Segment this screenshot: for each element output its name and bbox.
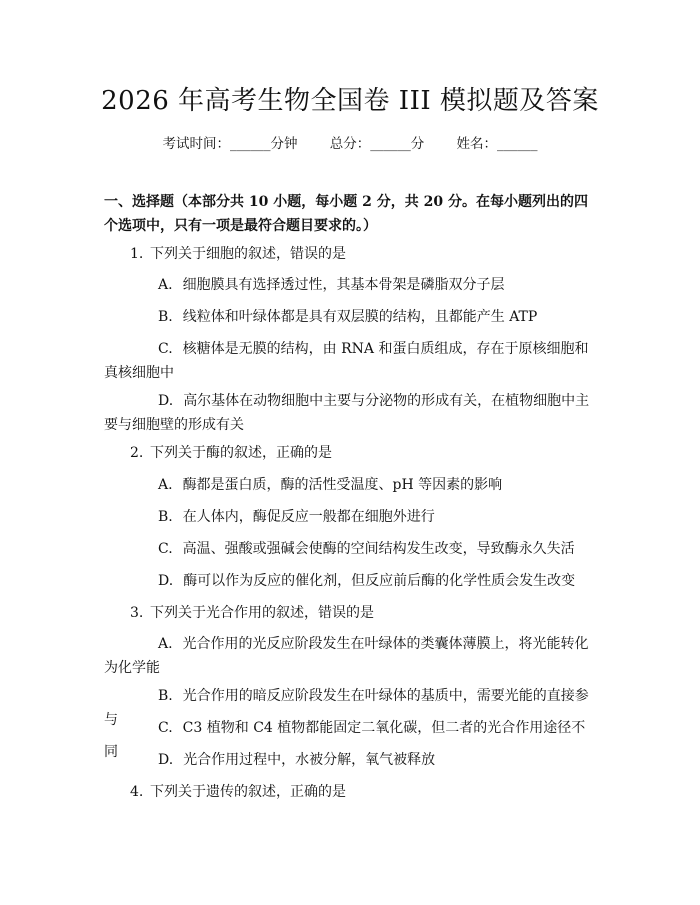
option-text: 细胞膜具有选择透过性，其基本骨架是磷脂双分子层 (182, 277, 505, 293)
section-heading: 一、选择题（本部分共 10 小题，每小题 2 分，共 20 分。在每小题列出的四个选项中，只有一项是最符合题目要求的。） (104, 194, 588, 234)
option-label: C. (158, 341, 173, 357)
option-text: 核糖体是无膜的结构，由 RNA 和蛋白质组成，存在于原核细胞和真核细胞中 (104, 341, 589, 381)
page-title: 2026 年高考生物全国卷 III 模拟题及答案 (101, 86, 599, 116)
option-1a (104, 273, 598, 297)
option-2c (104, 537, 598, 561)
option-text: 光合作用的暗反应阶段发生在叶绿体的基质中，需要光能的直接参与 (104, 688, 589, 728)
option-label: A. (158, 636, 173, 652)
option-label: C. (158, 541, 173, 557)
option-text: 高尔基体在动物细胞中主要与分泌物的形成有关，在植物细胞中主要与细胞壁的形成有关 (104, 393, 590, 433)
option-text: 在人体内，酶促反应一般都在细胞外进行 (182, 509, 435, 525)
question-1 (104, 242, 598, 266)
option-label: C. (158, 720, 173, 736)
question-number: 2. (130, 445, 144, 461)
option-3d (104, 748, 598, 772)
option-text: 酶都是蛋白质，酶的活性受温度、pH 等因素的影响 (182, 477, 503, 493)
question-number: 1. (130, 246, 144, 262)
name-field: 姓名：______ (456, 136, 538, 152)
question-text: 下列关于光合作用的叙述，错误的是 (150, 605, 374, 621)
total-score-field: 总分：______分 (329, 136, 425, 152)
question-4 (104, 780, 598, 804)
option-label: B. (158, 688, 173, 704)
question-3 (104, 601, 598, 625)
question-text: 下列关于酶的叙述，正确的是 (150, 445, 332, 461)
exam-meta (0, 132, 700, 152)
option-2b (104, 505, 598, 529)
question-number: 4. (130, 784, 144, 800)
option-1c (104, 337, 598, 385)
option-label: B. (158, 509, 173, 525)
option-text: 光合作用的光反应阶段发生在叶绿体的类囊体薄膜上，将光能转化为化学能 (104, 636, 589, 676)
question-2 (104, 441, 598, 465)
option-label: A. (158, 277, 173, 293)
option-1d (104, 389, 598, 437)
question-number: 3. (130, 605, 144, 621)
question-text: 下列关于遗传的叙述，正确的是 (150, 784, 346, 800)
option-label: B. (158, 309, 173, 325)
option-label: D. (158, 393, 174, 409)
exam-time-field: 考试时间：______分钟 (162, 136, 298, 152)
option-text: 光合作用过程中，水被分解，氧气被释放 (183, 752, 436, 768)
option-text: C3 植物和 C4 植物都能固定二氧化碳，但二者的光合作用途径不同 (104, 720, 586, 760)
option-text: 高温、强酸或强碱会使酶的空间结构发生改变，导致酶永久失活 (182, 541, 575, 557)
option-text: 线粒体和叶绿体都是具有双层膜的结构，且都能产生 ATP (182, 309, 538, 325)
option-text: 酶可以作为反应的催化剂，但反应前后酶的化学性质会发生改变 (183, 573, 576, 589)
option-3a (104, 632, 598, 680)
option-2a (104, 473, 598, 497)
option-label: A. (158, 477, 173, 493)
option-1b (104, 305, 598, 329)
question-text: 下列关于细胞的叙述，错误的是 (150, 246, 346, 262)
option-label: D. (158, 573, 174, 589)
option-2d (104, 569, 598, 593)
option-label: D. (158, 752, 174, 768)
